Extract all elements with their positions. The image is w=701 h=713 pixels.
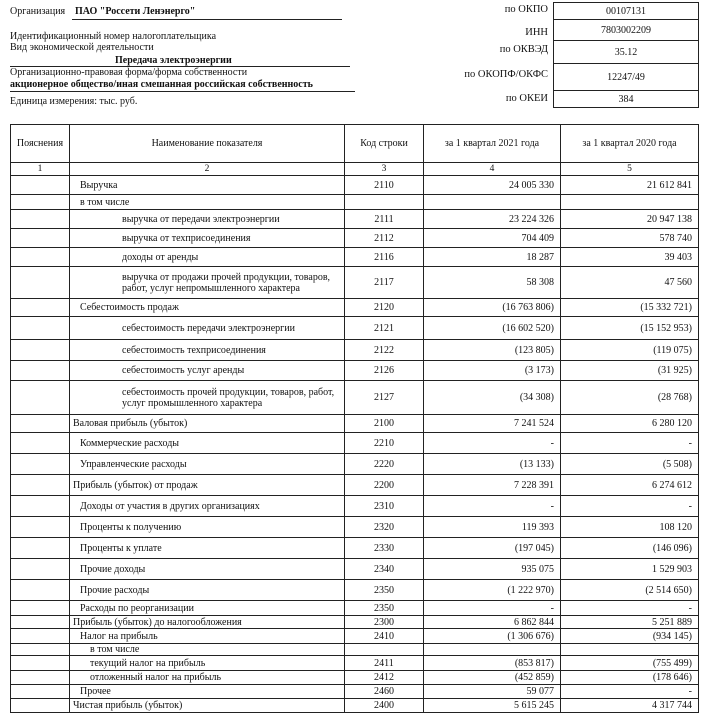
okopf-label: по ОКОПФ/ОКФС xyxy=(464,69,548,80)
row-note xyxy=(11,671,70,685)
col-header-code: Код строки xyxy=(345,125,424,163)
table-row xyxy=(11,415,699,433)
legal-form-value: акционерное общество/иная смешанная российская собственность xyxy=(10,79,313,90)
row-note xyxy=(11,699,70,713)
unit-label: Единица измерения: тыс. руб. xyxy=(10,96,138,107)
okei-label: по ОКЕИ xyxy=(505,93,548,104)
row-code: 2320 xyxy=(345,517,424,538)
row-note xyxy=(11,685,70,699)
row-note xyxy=(11,340,70,361)
row-note xyxy=(11,195,70,210)
row-value-2020: (755 499) xyxy=(561,656,699,671)
table-row xyxy=(11,685,699,699)
row-value-2021: (13 133) xyxy=(424,454,561,475)
row-name: себестоимость передачи электроэнергии xyxy=(70,317,345,340)
row-note xyxy=(11,616,70,629)
row-name: в том числе xyxy=(70,195,345,210)
row-value-2020: (2 514 650) xyxy=(561,580,699,601)
okved-label: по ОКВЭД xyxy=(499,44,548,55)
okpo-value: 00107131 xyxy=(554,3,699,20)
row-code xyxy=(345,644,424,656)
row-note xyxy=(11,559,70,580)
row-value-2020: 578 740 xyxy=(561,229,699,248)
row-value-2020: 4 317 744 xyxy=(561,699,699,713)
row-name: выручка от техприсоединения xyxy=(70,229,345,248)
row-code: 2460 xyxy=(345,685,424,699)
row-value-2021: 6 862 844 xyxy=(424,616,561,629)
row-note xyxy=(11,656,70,671)
row-value-2020: (15 332 721) xyxy=(561,299,699,317)
row-value-2021: (452 859) xyxy=(424,671,561,685)
row-code: 2122 xyxy=(345,340,424,361)
row-value-2021: (1 222 970) xyxy=(424,580,561,601)
row-value-2021 xyxy=(424,195,561,210)
table-row xyxy=(11,381,699,415)
row-value-2021: (853 817) xyxy=(424,656,561,671)
row-note xyxy=(11,475,70,496)
row-code: 2120 xyxy=(345,299,424,317)
legal-form-label: Организационно-правовая форма/форма собственности xyxy=(10,67,248,78)
activity-value: Передача электроэнергии xyxy=(115,55,232,66)
row-name: Управленческие расходы xyxy=(70,454,345,475)
org-underline xyxy=(72,19,342,20)
row-name: Валовая прибыль (убыток) xyxy=(70,415,345,433)
row-name: Проценты к получению xyxy=(70,517,345,538)
table-row xyxy=(11,176,699,195)
col-number: 5 xyxy=(561,163,699,176)
row-value-2021: 935 075 xyxy=(424,559,561,580)
table-row xyxy=(11,317,699,340)
legal-form-underline xyxy=(10,91,355,92)
table-row xyxy=(11,656,699,671)
row-value-2021 xyxy=(424,644,561,656)
org-name: ПАО "Россети Ленэнерго" xyxy=(75,6,196,17)
row-note xyxy=(11,176,70,195)
table-row xyxy=(11,629,699,644)
col-header-notes: Пояснения xyxy=(11,125,70,163)
row-note xyxy=(11,210,70,229)
row-value-2021: (123 805) xyxy=(424,340,561,361)
table-row xyxy=(11,248,699,267)
table-body xyxy=(11,176,699,713)
row-note xyxy=(11,538,70,559)
table-row xyxy=(11,195,699,210)
table-row xyxy=(11,616,699,629)
row-note xyxy=(11,381,70,415)
row-code: 2400 xyxy=(345,699,424,713)
table-row xyxy=(11,210,699,229)
row-value-2020: (178 646) xyxy=(561,671,699,685)
row-note xyxy=(11,299,70,317)
okpo-label: по ОКПО xyxy=(504,4,548,15)
col-number: 4 xyxy=(424,163,561,176)
table-row xyxy=(11,538,699,559)
row-value-2020: (119 075) xyxy=(561,340,699,361)
row-name: выручка от продажи прочей продукции, товаров, работ, услуг непромышленного характера xyxy=(70,267,345,299)
okopf-value: 12247/49 xyxy=(554,64,699,91)
row-code: 2410 xyxy=(345,629,424,644)
row-value-2021: 5 615 245 xyxy=(424,699,561,713)
row-code: 2121 xyxy=(345,317,424,340)
row-code: 2112 xyxy=(345,229,424,248)
row-value-2021: (3 173) xyxy=(424,361,561,381)
row-name: доходы от аренды xyxy=(70,248,345,267)
col-header-name: Наименование показателя xyxy=(70,125,345,163)
row-value-2020: 39 403 xyxy=(561,248,699,267)
row-code: 2116 xyxy=(345,248,424,267)
inn-value: 7803002209 xyxy=(554,20,699,41)
row-value-2021: 119 393 xyxy=(424,517,561,538)
table-row xyxy=(11,580,699,601)
row-note xyxy=(11,248,70,267)
row-name: себестоимость техприсоединения xyxy=(70,340,345,361)
row-note xyxy=(11,517,70,538)
column-number-row xyxy=(11,163,699,176)
row-name: Выручка xyxy=(70,176,345,195)
row-value-2020: (934 145) xyxy=(561,629,699,644)
row-value-2020: (31 925) xyxy=(561,361,699,381)
row-code: 2340 xyxy=(345,559,424,580)
row-note xyxy=(11,601,70,616)
row-code: 2111 xyxy=(345,210,424,229)
table-row xyxy=(11,644,699,656)
inn-code-label: ИНН xyxy=(525,27,548,38)
row-value-2021: (34 308) xyxy=(424,381,561,415)
row-name: Прочее xyxy=(70,685,345,699)
row-code: 2330 xyxy=(345,538,424,559)
row-name: в том числе xyxy=(70,644,345,656)
row-code: 2117 xyxy=(345,267,424,299)
row-value-2021: 18 287 xyxy=(424,248,561,267)
table-row xyxy=(11,340,699,361)
row-code: 2210 xyxy=(345,433,424,454)
row-value-2021: 58 308 xyxy=(424,267,561,299)
row-code: 2127 xyxy=(345,381,424,415)
row-value-2020: 5 251 889 xyxy=(561,616,699,629)
row-value-2020: (5 508) xyxy=(561,454,699,475)
row-value-2020 xyxy=(561,195,699,210)
table-row xyxy=(11,475,699,496)
row-value-2020: 47 560 xyxy=(561,267,699,299)
org-label: Организация xyxy=(10,6,66,17)
row-code: 2110 xyxy=(345,176,424,195)
row-code: 2200 xyxy=(345,475,424,496)
row-name: Доходы от участия в других организациях xyxy=(70,496,345,517)
row-note xyxy=(11,229,70,248)
row-note xyxy=(11,415,70,433)
col-number: 2 xyxy=(70,163,345,176)
table-row xyxy=(11,299,699,317)
row-code xyxy=(345,195,424,210)
row-value-2021: (1 306 676) xyxy=(424,629,561,644)
col-number: 3 xyxy=(345,163,424,176)
row-name: Коммерческие расходы xyxy=(70,433,345,454)
row-name: Проценты к уплате xyxy=(70,538,345,559)
table-row xyxy=(11,361,699,381)
table-row xyxy=(11,601,699,616)
row-value-2021: - xyxy=(424,601,561,616)
row-code: 2300 xyxy=(345,616,424,629)
row-value-2020: - xyxy=(561,685,699,699)
row-value-2020: (146 096) xyxy=(561,538,699,559)
row-note xyxy=(11,580,70,601)
table-header-row xyxy=(11,125,699,163)
income-statement-table xyxy=(10,124,699,713)
table-row xyxy=(11,517,699,538)
row-name: Чистая прибыль (убыток) xyxy=(70,699,345,713)
row-code: 2126 xyxy=(345,361,424,381)
row-name: Расходы по реорганизации xyxy=(70,601,345,616)
row-value-2020: 1 529 903 xyxy=(561,559,699,580)
table-row xyxy=(11,433,699,454)
row-value-2021: (16 763 806) xyxy=(424,299,561,317)
row-value-2020: - xyxy=(561,496,699,517)
codes-box xyxy=(553,2,699,108)
activity-label: Вид экономической деятельности xyxy=(10,42,154,53)
row-code: 2412 xyxy=(345,671,424,685)
row-value-2021: - xyxy=(424,496,561,517)
row-note xyxy=(11,629,70,644)
row-note xyxy=(11,496,70,517)
row-name: Налог на прибыль xyxy=(70,629,345,644)
row-code: 2411 xyxy=(345,656,424,671)
row-name: Прочие расходы xyxy=(70,580,345,601)
inn-label: Идентификационный номер налогоплательщика xyxy=(10,31,217,42)
table-row xyxy=(11,454,699,475)
row-code: 2350 xyxy=(345,601,424,616)
row-name: текущий налог на прибыль xyxy=(70,656,345,671)
okved-value: 35.12 xyxy=(554,41,699,64)
row-value-2021: (16 602 520) xyxy=(424,317,561,340)
table-row xyxy=(11,671,699,685)
row-note xyxy=(11,317,70,340)
row-name: Себестоимость продаж xyxy=(70,299,345,317)
table-row xyxy=(11,559,699,580)
row-value-2020: 6 274 612 xyxy=(561,475,699,496)
row-name: себестоимость прочей продукции, товаров, работ, услуг промышленного характера xyxy=(70,381,345,415)
row-name: выручка от передачи электроэнергии xyxy=(70,210,345,229)
row-code: 2220 xyxy=(345,454,424,475)
row-value-2021: 7 241 524 xyxy=(424,415,561,433)
row-value-2021: 23 224 326 xyxy=(424,210,561,229)
row-note xyxy=(11,361,70,381)
row-value-2021: - xyxy=(424,433,561,454)
row-value-2020: 6 280 120 xyxy=(561,415,699,433)
row-value-2020: 20 947 138 xyxy=(561,210,699,229)
okei-value: 384 xyxy=(554,91,699,108)
row-value-2020: (15 152 953) xyxy=(561,317,699,340)
row-name: Прочие доходы xyxy=(70,559,345,580)
row-value-2020 xyxy=(561,644,699,656)
table-row xyxy=(11,267,699,299)
row-value-2020: 108 120 xyxy=(561,517,699,538)
row-value-2020: - xyxy=(561,433,699,454)
row-value-2021: 24 005 330 xyxy=(424,176,561,195)
col-header-2021: за 1 квартал 2021 года xyxy=(424,125,561,163)
row-name: Прибыль (убыток) от продаж xyxy=(70,475,345,496)
row-value-2020: (28 768) xyxy=(561,381,699,415)
row-code: 2310 xyxy=(345,496,424,517)
row-name: Прибыль (убыток) до налогообложения xyxy=(70,616,345,629)
row-value-2021: 7 228 391 xyxy=(424,475,561,496)
col-header-2020: за 1 квартал 2020 года xyxy=(561,125,699,163)
row-value-2020: - xyxy=(561,601,699,616)
row-note xyxy=(11,267,70,299)
row-value-2021: (197 045) xyxy=(424,538,561,559)
table-row xyxy=(11,229,699,248)
row-note xyxy=(11,433,70,454)
row-code: 2100 xyxy=(345,415,424,433)
row-value-2021: 704 409 xyxy=(424,229,561,248)
row-note xyxy=(11,454,70,475)
row-note xyxy=(11,644,70,656)
table-row xyxy=(11,699,699,713)
col-number: 1 xyxy=(11,163,70,176)
row-value-2020: 21 612 841 xyxy=(561,176,699,195)
table-row xyxy=(11,496,699,517)
row-name: отложенный налог на прибыль xyxy=(70,671,345,685)
row-code: 2350 xyxy=(345,580,424,601)
row-value-2021: 59 077 xyxy=(424,685,561,699)
row-name: себестоимость услуг аренды xyxy=(70,361,345,381)
